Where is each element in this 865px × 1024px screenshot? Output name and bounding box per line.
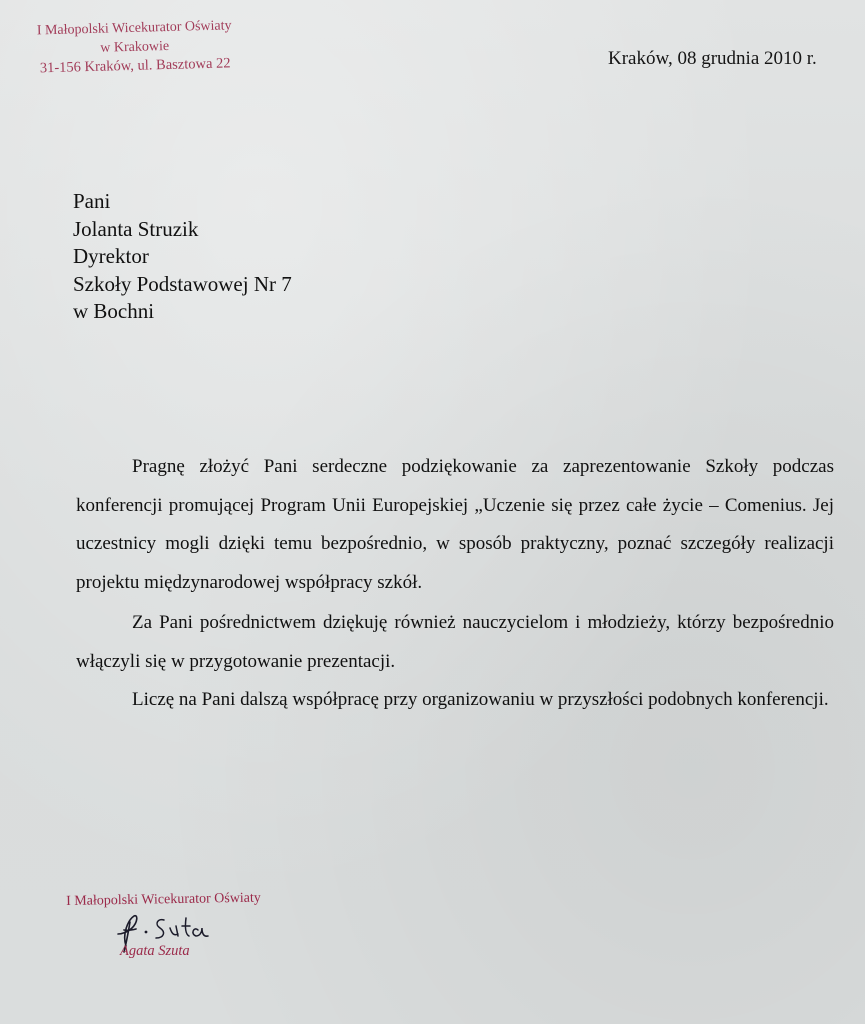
- body-paragraph-1: Pragnę złożyć Pani serdeczne podziękowanie za zaprezentowanie Szkoły podczas konferencji promującej Program Unii Europejskiej „Uczenie się przez całe życie – Comenius. Jej uczestnicy mogli dzięki temu bezpośrednio, w sposób praktyczny, poznać szczegóły realizacji projektu międzynarodowej współpracy szkół.: [76, 456, 834, 594]
- body-paragraph-2: Za Pani pośrednictwem dziękuję również nauczycielom i młodzieży, którzy bezpośrednio włączyli się w przygotowanie prezentacji.: [76, 611, 834, 672]
- recipient-line-1: Pani: [73, 189, 111, 213]
- signature-stamp-name: Agata Szuta: [120, 943, 190, 959]
- signature-stamp-title: I Małopolski Wicekurator Oświaty: [66, 890, 261, 909]
- recipient-line-5: w Bochni: [73, 299, 155, 323]
- sender-stamp-line-1: I Małopolski Wicekurator Oświaty: [36, 18, 232, 39]
- letter-date: Kraków, 08 grudnia 2010 r.: [608, 48, 817, 69]
- recipient-address: [73, 188, 292, 326]
- sender-stamp-line-2: w Krakowie: [100, 38, 170, 56]
- letter-body: [76, 448, 834, 720]
- recipient-line-3: Dyrektor: [73, 244, 149, 268]
- body-paragraph-3: Liczę na Pani dalszą współpracę przy organizowaniu w przyszłości podobnych konferencji.: [132, 689, 829, 711]
- sender-stamp: [14, 16, 255, 79]
- recipient-line-4: Szkoły Podstawowej Nr 7: [73, 271, 292, 296]
- signature-block: [66, 890, 306, 974]
- sender-stamp-line-3: 31-156 Kraków, ul. Basztowa 22: [39, 55, 231, 77]
- recipient-line-2: Jolanta Struzik: [73, 216, 199, 241]
